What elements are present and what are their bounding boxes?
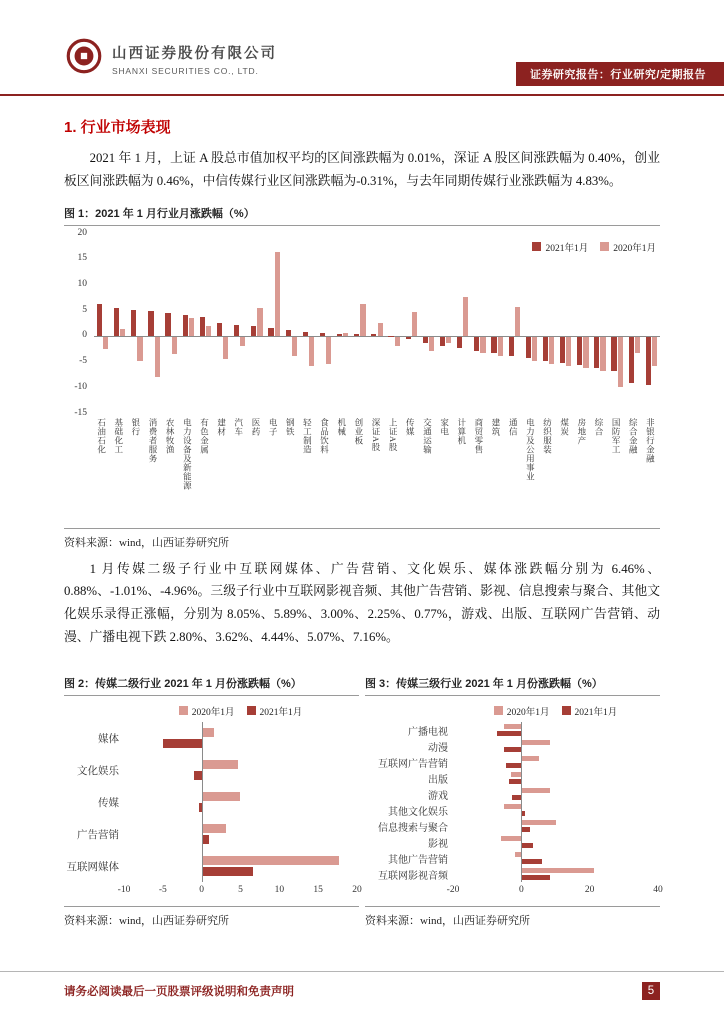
bar-2020年1月	[635, 337, 640, 353]
bar-2021年1月	[504, 747, 521, 752]
x-axis-category-label: 商贸零售	[473, 417, 484, 454]
chart-legend	[532, 240, 656, 254]
legend-label: 2021年1月	[574, 707, 618, 718]
legend-item	[600, 240, 656, 254]
figure-1-source: 资料来源：wind，山西证券研究所	[64, 528, 660, 550]
zero-axis-line	[521, 722, 522, 882]
x-axis-category-label: 创业板	[353, 417, 364, 445]
x-axis-tick-label: 20	[352, 884, 362, 895]
bar-2020年1月	[395, 337, 400, 345]
figure-3-title: 图 3：传媒三级行业 2021 年 1 月份涨跌幅（%）	[365, 675, 660, 696]
bar-2020年1月	[515, 852, 522, 857]
disclaimer-text: 请务必阅读最后一页股票评级说明和免责声明	[64, 986, 294, 998]
bar-2021年1月	[234, 325, 239, 337]
bar-2020年1月	[532, 337, 537, 361]
bar-2020年1月	[501, 836, 522, 841]
bar-2021年1月	[526, 337, 531, 358]
bar-2021年1月	[506, 763, 521, 768]
bar-2021年1月	[303, 332, 308, 337]
legend-swatch	[179, 706, 188, 715]
bar-2020年1月	[412, 312, 417, 337]
y-axis-category-label: 出版	[428, 775, 448, 787]
y-axis-tick-label: -15	[74, 407, 87, 418]
y-axis-tick-label: -5	[79, 356, 87, 367]
bar-2020年1月	[203, 760, 238, 769]
x-axis-tick-label: 0	[199, 884, 205, 895]
x-axis-category-label: 钢铁	[285, 417, 296, 436]
bar-2021年1月	[165, 313, 170, 337]
section-title: 1. 行业市场表现	[64, 119, 171, 136]
chart-legend	[453, 704, 658, 718]
bar-2020年1月	[429, 337, 434, 350]
page-header	[0, 0, 724, 96]
bar-2020年1月	[203, 856, 339, 865]
bar-2020年1月	[360, 304, 365, 336]
y-axis-category-label: 广播电视	[408, 727, 448, 739]
legend-item	[247, 704, 303, 718]
bar-2021年1月	[560, 337, 565, 363]
chart-plot-area	[453, 722, 658, 882]
bar-2021年1月	[522, 875, 550, 880]
x-axis-category-label: 计算机	[456, 417, 467, 445]
x-axis-category-label: 通信	[508, 417, 519, 436]
page-footer	[0, 982, 724, 1000]
bar-2021年1月	[440, 337, 445, 345]
bar-2020年1月	[172, 337, 177, 353]
bar-2021年1月	[320, 333, 325, 337]
y-axis-category-label: 其他广告营销	[388, 855, 448, 867]
bar-2020年1月	[203, 792, 241, 801]
bar-2021年1月	[114, 308, 119, 336]
y-axis-category-label: 其他文化娱乐	[388, 807, 448, 819]
zero-axis-line	[94, 336, 660, 337]
bar-2021年1月	[509, 337, 514, 356]
bar-2021年1月	[268, 328, 273, 336]
bar-2020年1月	[203, 728, 215, 737]
x-axis-tick-label: 20	[584, 884, 595, 895]
bar-2020年1月	[343, 333, 348, 336]
paragraph-market-overview: 2021 年 1 月，上证 A 股总市值加权平均的区间涨跌幅为 0.01%，深证 A 股区间涨跌幅为 0.40%，创业板区间涨跌幅为 0.46%，中信传媒行业区间涨跌幅为-0.31%，与去年同期传媒行业涨跌幅为 4.83%。	[64, 151, 660, 188]
figure-1-chart	[64, 227, 660, 520]
bar-2021年1月	[497, 731, 521, 736]
bar-2021年1月	[203, 867, 253, 876]
x-axis-category-label: 消费者服务	[148, 417, 159, 463]
bar-2020年1月	[223, 337, 228, 359]
bar-2020年1月	[522, 820, 556, 825]
legend-label: 2021年1月	[259, 707, 303, 718]
x-axis-category-label: 交通运输	[422, 417, 433, 454]
bar-2020年1月	[480, 337, 485, 353]
header-divider	[0, 94, 724, 96]
x-axis-tick-label: -5	[158, 884, 167, 895]
bar-2020年1月	[189, 318, 194, 337]
x-axis-category-label: 基础化工	[113, 417, 124, 454]
x-axis-category-label: 电力及公用事业	[525, 417, 536, 481]
bar-2021年1月	[194, 771, 202, 780]
bar-2020年1月	[504, 724, 521, 729]
x-axis-tick-label: -20	[446, 884, 460, 895]
bar-2020年1月	[522, 788, 549, 793]
legend-label: 2020年1月	[506, 707, 550, 718]
bar-2021年1月	[491, 337, 496, 353]
legend-item	[532, 240, 588, 254]
legend-label: 2021年1月	[545, 243, 589, 254]
x-axis-tick-label: 0	[518, 884, 524, 895]
legend-item	[494, 704, 550, 718]
bar-2020年1月	[155, 337, 160, 377]
bar-2021年1月	[97, 304, 102, 336]
bar-2021年1月	[217, 323, 222, 336]
bar-2021年1月	[522, 859, 542, 864]
x-axis-category-label: 纺织服装	[542, 417, 553, 454]
bar-2021年1月	[646, 337, 651, 385]
company-name-en: SHANXI SECURITIES CO., LTD.	[112, 65, 259, 76]
legend-swatch	[600, 242, 609, 251]
x-axis-category-label: 国防军工	[611, 417, 622, 454]
bar-2020年1月	[446, 337, 451, 343]
bar-2021年1月	[286, 330, 291, 336]
bar-2020年1月	[257, 308, 262, 337]
x-axis-category-label: 机械	[336, 417, 347, 436]
bar-2021年1月	[611, 337, 616, 371]
y-axis-tick-label: 15	[77, 253, 87, 264]
x-axis-tick-label: 15	[313, 884, 323, 895]
figure-1	[64, 205, 660, 550]
y-axis-category-label: 互联网广告营销	[378, 759, 448, 771]
bar-2021年1月	[423, 337, 428, 342]
bar-2020年1月	[522, 756, 539, 761]
bar-2021年1月	[337, 334, 342, 337]
legend-swatch	[562, 706, 571, 715]
bar-2020年1月	[326, 337, 331, 364]
legend-item	[562, 704, 618, 718]
x-axis-category-label: 建筑	[491, 417, 502, 436]
bar-2020年1月	[206, 326, 211, 337]
x-axis-category-label: 非银行金融	[645, 417, 656, 463]
legend-item	[179, 704, 235, 718]
figure-3	[365, 675, 663, 928]
legend-label: 2020年1月	[613, 243, 656, 254]
x-axis-category-label: 汽车	[233, 417, 244, 436]
x-axis-category-label: 电子	[268, 417, 279, 436]
chart-plot-area	[94, 234, 660, 414]
bar-2021年1月	[474, 337, 479, 350]
bar-2021年1月	[522, 843, 532, 848]
x-axis-category-label: 石油石化	[96, 417, 107, 454]
bar-2021年1月	[594, 337, 599, 368]
bar-2020年1月	[511, 772, 521, 777]
bar-2020年1月	[522, 868, 594, 873]
bar-2020年1月	[203, 824, 226, 833]
bar-2020年1月	[463, 297, 468, 336]
y-axis-tick-label: 0	[82, 330, 87, 341]
x-axis-category-label: 医药	[250, 417, 261, 436]
x-axis-category-label: 轻工制造	[302, 417, 313, 454]
bar-2020年1月	[522, 740, 549, 745]
x-axis-category-label: 电力设备及新能源	[182, 417, 193, 490]
page-number: 5	[642, 982, 660, 1000]
bar-2021年1月	[522, 827, 530, 832]
legend-swatch	[532, 242, 541, 251]
company-logo-block	[66, 38, 277, 79]
y-axis-category-label: 文化娱乐	[77, 765, 119, 777]
bar-2021年1月	[543, 337, 548, 361]
bar-2021年1月	[148, 311, 153, 336]
bar-2020年1月	[566, 337, 571, 366]
x-axis-category-label: 深证A股	[371, 417, 381, 452]
bar-2021年1月	[371, 334, 376, 336]
company-logo-icon	[66, 38, 102, 79]
bar-2021年1月	[406, 337, 411, 339]
bar-2020年1月	[137, 337, 142, 361]
x-axis-tick-label: 40	[653, 884, 663, 895]
bar-2020年1月	[378, 323, 383, 336]
x-axis-category-label: 家电	[439, 417, 450, 436]
paragraph-media-subsectors: 1 月传媒二级子行业中互联网媒体、广告营销、文化娱乐、媒体涨跌幅分别为 6.46%、0.88%、-1.01%、-4.96%。三级子行业中互联网影视音频、其他广告营销、影视、信息搜索与聚合、其他文化娱乐录得正涨幅，分别为 8.05%、5.89%、3.00%、2.25%、0.77%，游戏、出版、互联网广告营销、动漫、广播电视下跌 2.80%、3.62%、4.44%、5.07%、7.16%。	[64, 561, 660, 644]
report-body	[0, 116, 724, 928]
bar-2020年1月	[549, 337, 554, 363]
y-axis-tick-label: 10	[77, 278, 87, 289]
x-axis-category-label: 上证A股	[388, 417, 399, 452]
bar-2020年1月	[652, 337, 657, 366]
y-axis-category-label: 游戏	[428, 791, 448, 803]
bar-2021年1月	[512, 795, 522, 800]
company-names	[112, 42, 277, 76]
x-axis-category-label: 农林牧渔	[165, 417, 176, 454]
bar-2021年1月	[203, 835, 210, 844]
bar-2021年1月	[388, 336, 393, 337]
legend-swatch	[494, 706, 503, 715]
figure-2-source: 资料来源：wind，山西证券研究所	[64, 906, 359, 928]
report-type-banner: 证券研究报告：行业研究/定期报告	[516, 62, 724, 86]
bar-2020年1月	[618, 337, 623, 386]
bar-2020年1月	[583, 337, 588, 367]
y-axis-category-label: 互联网影视音频	[378, 871, 448, 883]
x-axis-tick-label: 5	[238, 884, 243, 895]
x-axis-tick-label: -10	[117, 884, 131, 895]
figure-2	[64, 675, 362, 928]
chart-legend	[124, 704, 357, 718]
bar-2020年1月	[292, 337, 297, 356]
bar-2020年1月	[120, 329, 125, 336]
bar-2021年1月	[183, 315, 188, 337]
y-axis-category-label: 互联网媒体	[66, 861, 119, 873]
bar-2020年1月	[515, 307, 520, 337]
y-axis-tick-label: 5	[82, 304, 87, 315]
x-axis-tick-label: 10	[274, 884, 285, 895]
x-axis-category-label: 综合	[593, 417, 604, 436]
x-axis-category-label: 食品饮料	[319, 417, 330, 454]
bar-2021年1月	[163, 739, 202, 748]
x-axis-category-label: 综合金融	[628, 417, 639, 454]
y-axis-category-label: 动漫	[428, 743, 448, 755]
figure-3-chart	[365, 704, 663, 898]
footer-divider	[0, 971, 724, 972]
x-axis-category-label: 建材	[216, 417, 227, 436]
bar-2020年1月	[240, 337, 245, 345]
x-axis-category-label: 银行	[130, 417, 141, 436]
bar-2020年1月	[504, 804, 521, 809]
bar-2021年1月	[354, 334, 359, 336]
bar-2021年1月	[577, 337, 582, 365]
y-axis-category-label: 广告营销	[77, 829, 119, 841]
bar-2021年1月	[251, 326, 256, 336]
figure-2-title: 图 2：传媒二级行业 2021 年 1 月份涨跌幅（%）	[64, 675, 359, 696]
y-axis-category-label: 影视	[428, 839, 448, 851]
y-axis-category-label: 传媒	[98, 797, 119, 809]
x-axis-category-label: 煤炭	[559, 417, 570, 436]
bar-2021年1月	[457, 337, 462, 348]
bar-2020年1月	[275, 252, 280, 337]
bar-2020年1月	[103, 337, 108, 348]
bar-2020年1月	[309, 337, 314, 366]
x-axis-category-label: 有色金属	[199, 417, 210, 454]
bar-2021年1月	[509, 779, 521, 784]
chart-plot-area	[124, 722, 357, 882]
bar-2020年1月	[600, 337, 605, 371]
bar-2021年1月	[131, 310, 136, 337]
legend-swatch	[247, 706, 256, 715]
y-axis-category-label: 信息搜索与聚合	[378, 823, 448, 835]
y-axis-tick-label: 20	[77, 227, 87, 238]
y-axis-tick-label: -10	[74, 381, 87, 392]
figure-1-title: 图 1：2021 年 1 月行业月涨跌幅（%）	[64, 205, 660, 226]
x-axis-category-label: 房地产	[576, 417, 587, 445]
bar-2021年1月	[199, 803, 201, 812]
company-name-cn: 山西证券股份有限公司	[112, 45, 277, 62]
bar-2021年1月	[629, 337, 634, 382]
y-axis-category-label: 媒体	[98, 733, 119, 745]
bar-2020年1月	[498, 337, 503, 356]
figure-2-chart	[64, 704, 362, 898]
figure-row	[64, 663, 663, 928]
bar-2021年1月	[200, 317, 205, 336]
figure-3-source: 资料来源：wind，山西证券研究所	[365, 906, 660, 928]
bar-2021年1月	[522, 811, 525, 816]
x-axis-category-label: 传媒	[405, 417, 416, 436]
legend-label: 2020年1月	[191, 707, 235, 718]
